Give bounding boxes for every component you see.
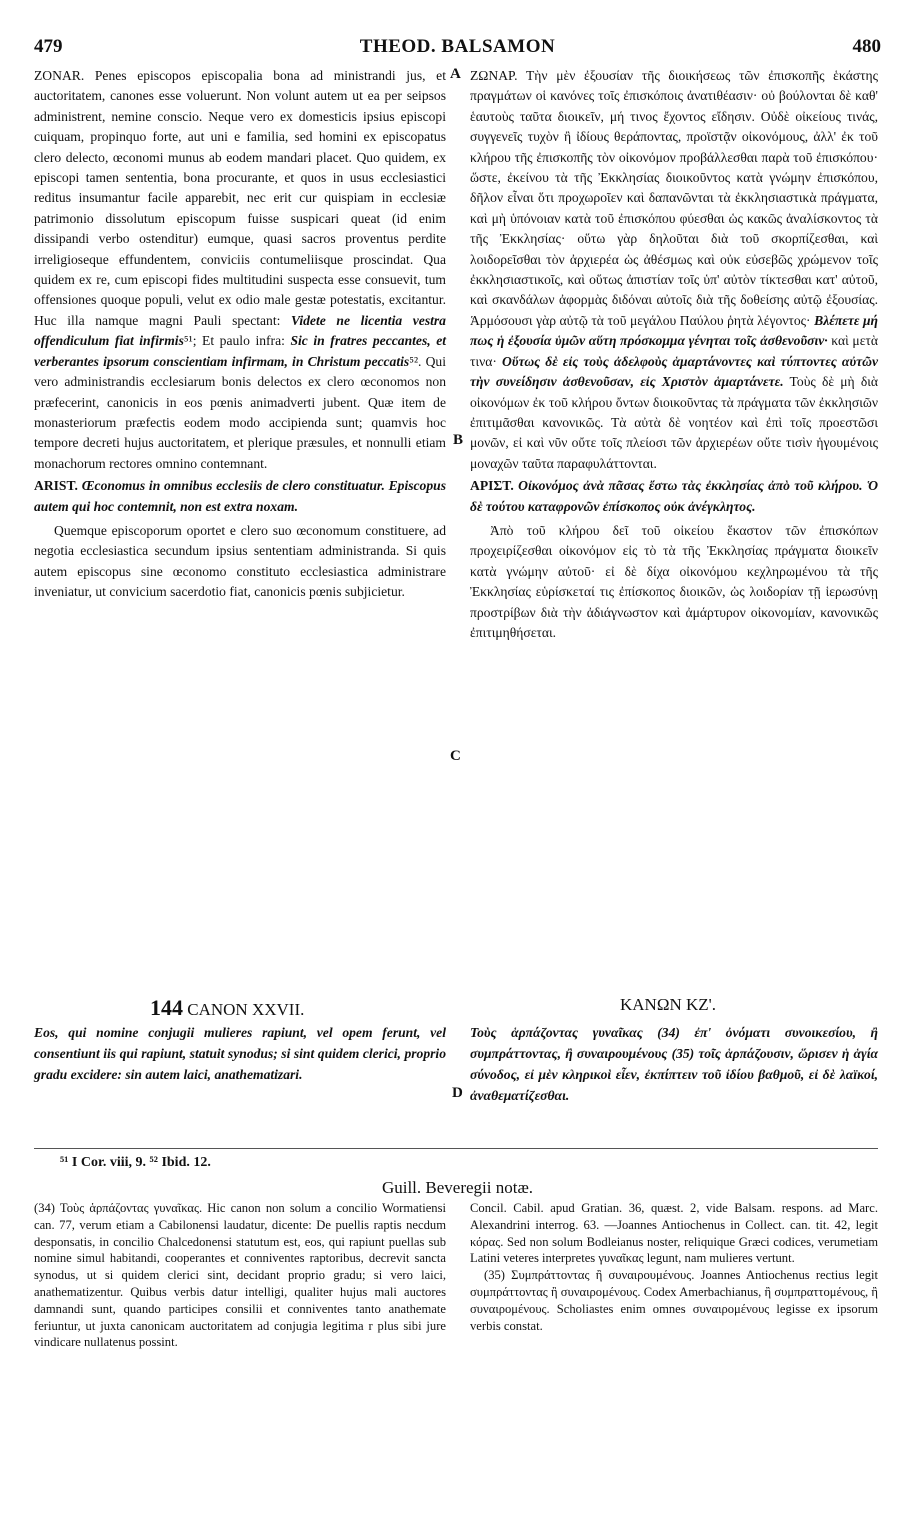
canon-latin-heading — [150, 995, 304, 1021]
latin-column-commentary — [34, 66, 446, 603]
margin-marker-d: D — [452, 1085, 463, 1101]
canon-greek-text: Τοὺς ἁρπάζοντας γυναῖκας (34) ἐπ' ὀνόματι συνοικεσίου, ἢ συμπράττοντας, ἢ συναιρουμένους (35) τοῖς ἁρπάζουσιν, ὥρισεν ἡ ἁγία σύνοδος, εἰ μὲν κληρικοὶ εἶεν, ἐκπίπτειν τοῦ ἰδίου βαθμοῦ, εἰ δὲ λαϊκοί, ἀναθεματίζεσθαι. — [470, 1025, 878, 1103]
canon-number: 144 — [150, 995, 183, 1020]
latin-zonaras-paragraph: ZONAR. Penes episcopos episcopalia bona ad ministrandi jus, et auctoritatem, canones esse voluerunt. Non volunt autem ut ea per seipsos administrent, nemine conscio. Neque vero ex domesticis ipsius episcopi cuiquam, propinquo forte, aut uni e familia, sed homini ex episcopatus clero delecto, œconomi munus ab eodem mandari placet. Quo quidem, ex episcopi tamen sententia, bona procurante, et quos in usus ecclesiastici reditus insumantur facile apparebit, nec erit cur quispiam in ecclesiæ patrimonio dissolutum episcopum fuisse suspicari queat (id enim dissipandi verbo ostenditur) eumque, quasi sacros proventus perdite irreligioseque effundentem, conviciis contumeliisque proscindat. Qua quidem ex re, cum episcopi fides multitudini suspecta esse consuevit, tum offensiones quoque populi, velut ex odio male gestæ potestatis, excitantur. Huc illa namque magni Pauli spectant: Videte ne licentia vestra offendiculum fiat infirmis⁵¹; Et paulo infra: Sic in fratres peccantes, et verberantes ipsorum conscientiam infirmam, in Christum peccatis⁵². Qui vero administrandis ecclesiarum bonis delectos ex clero œconomos non præfecerint, canonicis in eos pœnis animadverti jubent. Quæ item de monasteriorum præfectis eodem modo accipienda sunt; quamvis hoc tempore decreti hujus auctoritatem, et plerique præsules, et nonnulli etiam monachorum rectores omnino contemnant. — [34, 68, 447, 471]
running-header — [34, 36, 881, 62]
page-number-left: 479 — [34, 36, 63, 57]
latin-canon-text: Quemque episcoporum oportet e clero suo œconomum constituere, ad negotia ecclesiastica secundum ipsius sententiam administranda. Si quis autem episcopus sine œconomo constituto ecclesiastica administrare inveniatur, ut convicium sacerdotio fiat, canonicis pœnis subjicietur. — [34, 522, 446, 600]
note-34-left: (34) Τοὺς ἁρπάζοντας γυναῖκας. Hic canon non solum a concilio Wormatiensi can. 77, verum etiam a Cabilonensi laudatur, dicente: De puellis raptis necdum desponsatis, in concilio Chalcedonensi statutum est, eos, qui rapiunt puellas sub nomine simul habitandi, cooperantes et conniventes raptoribus, decrevit sancta synodus, ut si quidem clerici sint, decidant proprio gradu; si vero laici, anathematizentur. Quibus verbis datur intelligi, qualiter hujus mali auctores damnandi sunt, quando participes consilii et conniventes tanto anathemate feriuntur, ut juxta canonicam auctoritatem ad conjugia legitima r plus sibi jure vindicare nullatenus possint. — [34, 1201, 446, 1350]
canon-latin-title: CANON XXVII. — [187, 1000, 305, 1019]
greek-zonaras-paragraph: ΖΩΝΑΡ. Τὴν μὲν ἐξουσίαν τῆς διοικήσεως τῶν ἐπισκοπῆς ἑκάστης πραγμάτων οἱ κανόνες τοῖς ἐπισκόποις ἀνατιθέασιν· οὐ βούλονται δὲ καθ' ἑαυτοὺς ταῦτα διοικεῖν, μή τινος ἔχοντος εἴδησιν. Οὐδὲ οἰκείους τινάς, συγγενεῖς τυχὸν ἢ ἰδίους θεράποντας, προϊστᾷν οἰκονόμους, ἀλλ' ἐκ τοῦ κλήρου τῆς ἐπισκοπῆς τὸν οἰκονόμον προβάλλεσθαι παρὰ τοῦ ἐπισκόπου· ὥστε, ἐκείνου τὰ τῆς Ἐκκλησίας διοικοῦντος κατὰ γνώμην ἐπισκόπου, δῆλον εἶναι ὅτι προχωροῖεν καὶ δαπανῶνται τὰ ἐκκλησιαστικὰ πράγματα, καὶ μὴ ὑπόνοιαν κατὰ τοῦ ἐπισκόπου φύεσθαι ὡς κακῶς ἀναλίσκοντος τὰ τῆς Ἐκκλησίας· οὕτω γὰρ δηλοῦται διὰ τοῦ σκορπίζεσθαι, καὶ λοιδορεῖσθαι τὸν ἀρχιερέα ὡς ἀθέσμως καὶ οὐκ εὐσεβῶς χρώμενον τοῖς ἐκκλησιαστικοῖς, καὶ οὕτως ἀπιστίαν τοῖς ὑπ' αὐτὸν τίκτεσθαι κατ' αὐτοῦ, καὶ σκανδάλων ἀφορμὰς διδόναι αὐτοῖς διὰ τῆς δοθείσης αὐτῷ ἐξουσίας. Ἁρμόσουσι γὰρ αὐτῷ τὰ τοῦ μεγάλου Παύλου ῥητὰ λέγοντος· Βλέπετε μή πως ἡ ἐξουσία ὑμῶν αὕτη πρόσκομμα γένηται τοῖς ἀσθενοῦσιν· καὶ μετὰ τινα· Οὕτως δὲ εἰς τοὺς ἀδελφοὺς ἁμαρτάνοντες καὶ τύπτοντες αὐτῶν τὴν συνείδησιν ἀσθενοῦσαν, εἰς Χριστὸν ἁμαρτάνετε. Τοὺς δὲ μὴ διὰ οἰκονόμων ἐκ τοῦ κλήρου ὄντων διοικοῦντας τὰ πράγματα τῶν ἐκκλησιῶν ἐπιτιμᾶσθαι κανονικῶς. Τὰ αὐτὰ δὲ νοητέον καὶ ἐπὶ τοῖς προεστῶσι μονῶν, εἰ καὶ νῦν οὔτε τοῖς πλείοσι τῶν ἀρχιερέων οὔτε τισὶν ἡγουμένοις μοναχῶν ταῦτα παραφυλάττονται. — [470, 68, 879, 471]
footnotes: ⁵¹ I Cor. viii, 9. ⁵² Ibid. 12. — [60, 1155, 211, 1170]
margin-marker-c: C — [450, 748, 461, 764]
latin-aristenus-summary: ARIST. Œconomus in omnibus ecclesiis de clero constituatur. Episcopus autem qui hoc contemnit, non est extra noxam. — [34, 478, 447, 514]
note-34-continuation: Concil. Cabil. apud Gratian. 36, quæst. 2, vide Balsam. respons. ad Marc. Alexandrini interrog. 63. —Joannes Antiochenus in Collect. can. tit. 42, legit κόρας. Sed non solum Bodleianus noster, reliquique Græci codices, verumetiam Latini veteres interpretes γυναῖκας legunt, nam mulieres vertunt. — [470, 1201, 878, 1266]
running-title: THEOD. BALSAMON — [359, 36, 556, 57]
canon-latin-text: Eos, qui nomine conjugii mulieres rapiunt, vel opem ferunt, vel consentiunt iis qui rapiunt, statuit synodus; si sint quidem clerici, proprio gradu excidere: sin autem laici, anathematizari. — [34, 1025, 446, 1082]
footnote-rule — [34, 1148, 878, 1149]
canon-greek-title: ΚΑΝΩΝ ΚΖ'. — [620, 995, 716, 1014]
margin-marker-a: A — [450, 66, 461, 82]
note-right-column — [470, 1200, 878, 1334]
greek-aristenus-summary: ΑΡΙΣΤ. Οἰκονόμος ἀνὰ πᾶσας ἔστω τὰς ἐκκλησίας ἀπὸ τοῦ κλήρου. Ὁ δὲ τούτου καταφρονῶν ἐπίσκοπος οὐκ ἀνέγκλητος. — [470, 478, 878, 514]
page-number-right: 480 — [852, 36, 881, 57]
notes-title: Guill. Beveregii notæ. — [381, 1178, 534, 1197]
margin-marker-b: B — [453, 432, 464, 448]
greek-column-commentary — [470, 66, 878, 643]
greek-canon-text: Ἀπὸ τοῦ κλήρου δεῖ τοῦ οἰκείου ἕκαστον τῶν ἐπισκόπων προχειρίζεσθαι οἰκονόμον εἰς τὸ τὰ τῆς Ἐκκλησίας πράγματα διοικεῖν κατὰ γνώμην αὐτοῦ· εἰ δὲ δίχα οἰκονόμου κεχληρωμένου τὰ τῆς Ἐκκλησίας εὑρίσκεταί τις ἐπίσκοπος διοικῶν, ὡς λοιδορίαν τῇ ἱερωσύνῃ προστρίβων διὰ τὴν ἀδιάγνωστον καὶ ἀμάρτυρον οἰκονομίαν, κανονικῶς ἐπιτιμηθήσεται. — [470, 522, 878, 640]
note-35: (35) Συμπράττοντας ἢ συναιρουμένους. Joannes Antiochenus rectius legit συμπράττοντας ἢ συναιρομένους. Codex Amerbachianus, ἢ συμπραττομένους, ἢ συναιρομένους. Scholiastes enim omnes συναιρομένους legisse ex ipsorum verbis constat. — [470, 1268, 878, 1333]
